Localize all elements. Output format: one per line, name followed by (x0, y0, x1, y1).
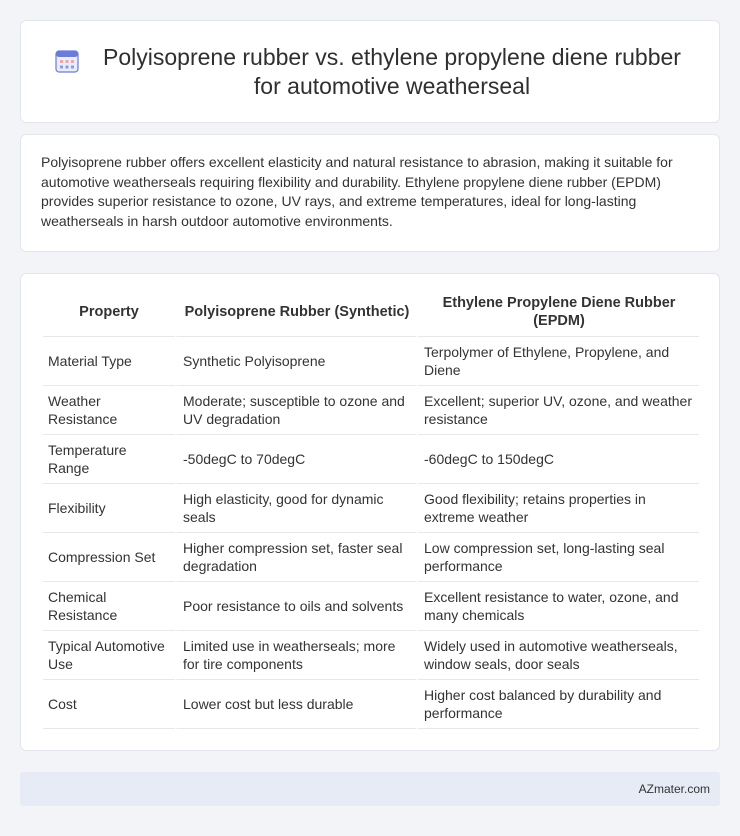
property-cell: Compression Set (43, 533, 175, 582)
comparison-card (20, 273, 720, 751)
polyisoprene-cell: Moderate; susceptible to ozone and UV degradation (175, 386, 416, 435)
column-header-epdm: Ethylene Propylene Diene Rubber (EPDM) (416, 288, 699, 337)
column-header-polyisoprene: Polyisoprene Rubber (Synthetic) (175, 288, 416, 337)
polyisoprene-cell: High elasticity, good for dynamic seals (175, 484, 416, 533)
title-card (20, 20, 720, 123)
calendar-icon (54, 48, 76, 70)
epdm-cell: Widely used in automotive weatherseals, window seals, door seals (416, 631, 699, 680)
property-cell: Chemical Resistance (43, 582, 175, 631)
table-header-row (43, 288, 699, 337)
polyisoprene-cell: Synthetic Polyisoprene (175, 337, 416, 386)
polyisoprene-cell: -50degC to 70degC (175, 435, 416, 484)
property-cell: Flexibility (43, 484, 175, 533)
table-row (43, 631, 699, 680)
table-row (43, 386, 699, 435)
epdm-cell: Good flexibility; retains properties in extreme weather (416, 484, 699, 533)
footer-bar (20, 772, 720, 806)
intro-card (20, 134, 720, 252)
property-cell: Material Type (43, 337, 175, 386)
table-row (43, 680, 699, 729)
polyisoprene-cell: Limited use in weatherseals; more for tire components (175, 631, 416, 680)
table-row (43, 533, 699, 582)
property-cell: Typical Automotive Use (43, 631, 175, 680)
property-cell: Temperature Range (43, 435, 175, 484)
epdm-cell: Excellent; superior UV, ozone, and weather resistance (416, 386, 699, 435)
polyisoprene-cell: Higher compression set, faster seal degradation (175, 533, 416, 582)
property-cell: Cost (43, 680, 175, 729)
epdm-cell: Low compression set, long-lasting seal performance (416, 533, 699, 582)
epdm-cell: -60degC to 150degC (416, 435, 699, 484)
table-row (43, 484, 699, 533)
page-title: Polyisoprene rubber vs. ethylene propylene diene rubber for automotive weatherseal (103, 43, 681, 99)
comparison-table (43, 288, 699, 729)
intro-paragraph: Polyisoprene rubber offers excellent elasticity and natural resistance to abrasion, making it suitable for automotive weatherseals requiring flexibility and durability. Ethylene propylene diene rubber (EPDM) provides superior resistance to ozone, UV rays, and extreme temperatures, ideal for long-lasting weatherseals in harsh outdoor automotive environments. (41, 154, 673, 229)
polyisoprene-cell: Lower cost but less durable (175, 680, 416, 729)
column-header-property: Property (43, 288, 175, 337)
epdm-cell: Higher cost balanced by durability and performance (416, 680, 699, 729)
epdm-cell: Terpolymer of Ethylene, Propylene, and Diene (416, 337, 699, 386)
table-row (43, 435, 699, 484)
table-row (43, 337, 699, 386)
table-row (43, 582, 699, 631)
property-cell: Weather Resistance (43, 386, 175, 435)
epdm-cell: Excellent resistance to water, ozone, and many chemicals (416, 582, 699, 631)
footer-brand: AZmater.com (638, 782, 710, 796)
polyisoprene-cell: Poor resistance to oils and solvents (175, 582, 416, 631)
